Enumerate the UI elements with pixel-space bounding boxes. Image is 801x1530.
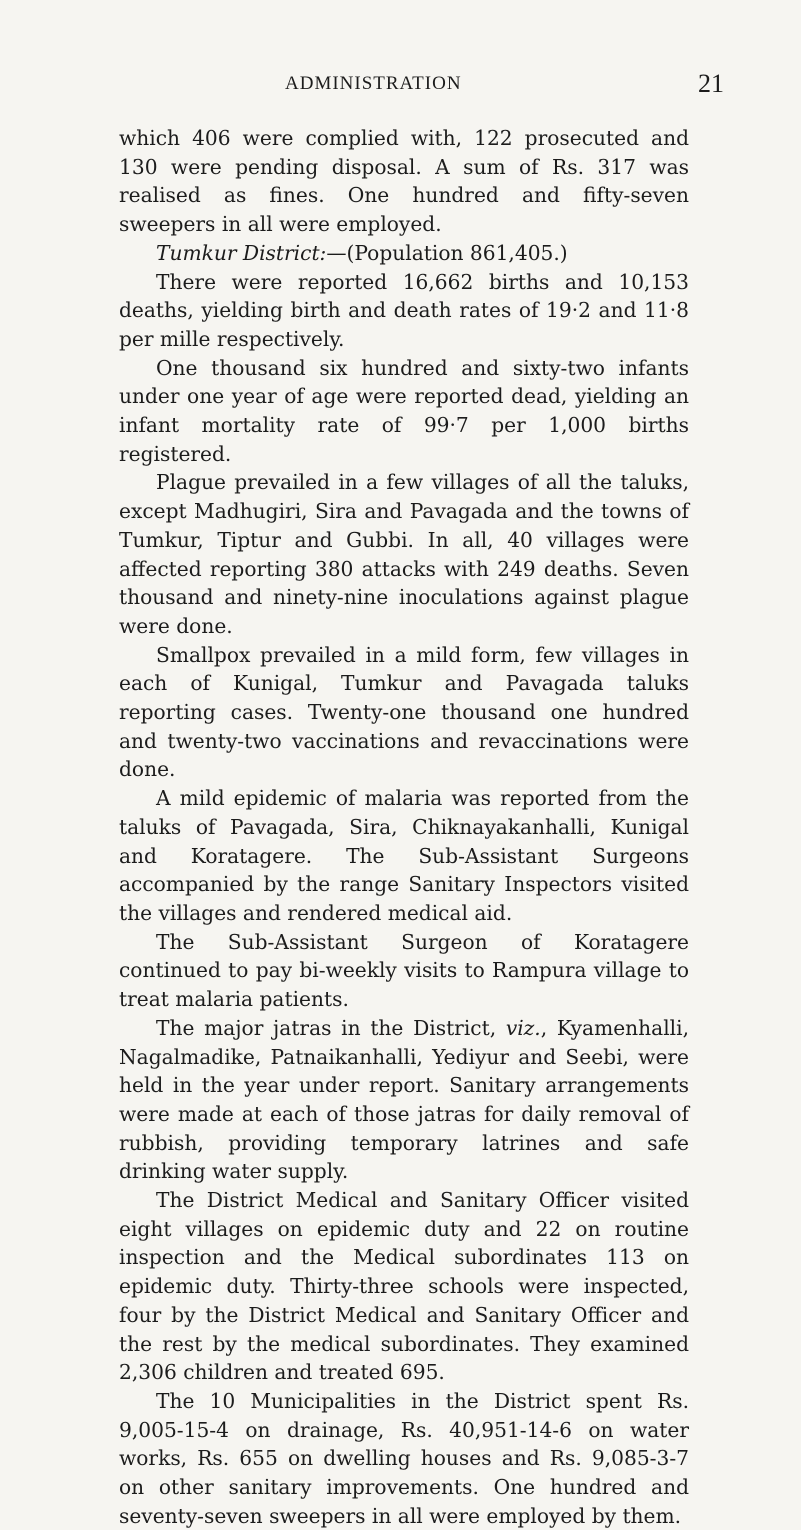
paragraph-malaria: A mild epidemic of malaria was reported from the taluks of Pavagada, Sira, Chiknayakanhalli, Kunigal and Koratagere. The Sub-Assistant Surgeons accompanied by the range Sanitary Inspectors visited the villages and rendered medical aid. [119,786,689,925]
paragraph-fines: which 406 were complied with, 122 prosecuted and 130 were pending disposal. A sum of Rs. 317 was realised as fines. One hundred and fifty-seven sweepers in all were employed. [119,126,689,237]
running-head: ADMINISTRATION [285,73,462,94]
paragraph-births-deaths: There were reported 16,662 births and 10,153 deaths, yielding birth and death rates of 19·2 and 11·8 per mille respectively. [119,269,689,351]
body-text [119,124,689,1530]
district-population: —(Population 861,405.) [326,240,568,265]
page-header [0,69,801,103]
district-name: Tumkur District: [156,240,327,265]
paragraph-infant-mortality: One thousand six hundred and sixty-two infants under one year of age were reported dead, yielding an infant mortality rate of 99·7 per 1,000 births registered. [119,355,689,466]
paragraph-jatras [119,1014,689,1186]
paragraph-smallpox: Smallpox prevailed in a mild form, few villages in each of Kunigal, Tumkur and Pavagada taluks reporting cases. Twenty-one thousand one hundred and twenty-two vaccinations and revaccinations were done. [119,642,689,782]
paragraph-plague: Plague prevailed in a few villages of all the taluks, except Madhugiri, Sira and Pavagada and the towns of Tumkur, Tiptur and Gubbi. In all, 40 villages were affected reporting 380 attacks with 249 deaths. Seven thousand and ninety-nine inoculations against plague were done. [119,470,689,638]
jatras-before: The major jatras in the District, [156,1015,497,1040]
page-number: 21 [698,69,724,98]
paragraph-medical-officer: The District Medical and Sanitary Officer visited eight villages on epidemic duty and 22 on routine inspection and the Medical subordinates 113 on epidemic duty. Thirty-three schools were inspected, four by the District Medical and Sanitary Officer and the rest by the medical subordinates. They examined 2,306 children and treated 695. [119,1188,689,1385]
district-heading [119,239,689,268]
paragraph-koratagere: The Sub-Assistant Surgeon of Koratagere continued to pay bi-weekly visits to Rampura village to treat malaria patients. [119,929,689,1012]
paragraph-municipalities: The 10 Municipalities in the District spent Rs. 9,005-15-4 on drainage, Rs. 40,951-14-6 on water works, Rs. 655 on dwelling houses and Rs. 9,085-3-7 on other sanitary improvements. One hundred and seventy-seven sweepers in all were employed by them. [119,1388,689,1528]
jatras-viz: viz. [505,1015,541,1040]
jatras-after: , Kyamenhalli, Nagalmadike, Patnaikanhalli, Yediyur and Seebi, were held in the year under report. Sanitary arrangements were made at each of those jatras for daily removal of rubbish, providing temporary latrines and safe drinking water supply. [119,1015,689,1184]
